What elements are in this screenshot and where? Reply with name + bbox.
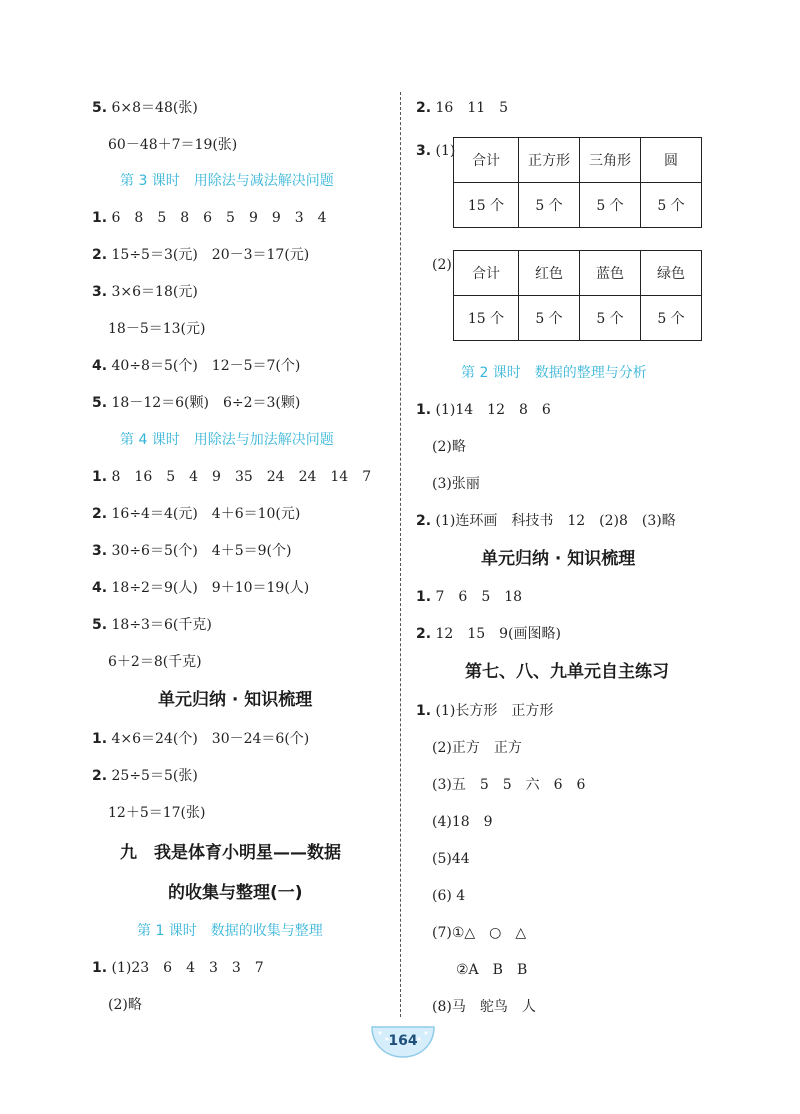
answer-line — [92, 504, 300, 524]
table-cell: 15 个 — [454, 296, 519, 341]
section-heading: 单元归纳 · 知识梳理 — [158, 690, 313, 710]
shape-count-table — [453, 137, 702, 228]
section-heading: 单元归纳 · 知识梳理 — [481, 549, 636, 569]
answer-line: (3)五 5 5 六 6 6 — [432, 777, 586, 793]
item-number: 1. — [416, 589, 432, 605]
answer-text: 15÷5＝3(元) 20－3＝17(元) — [107, 247, 310, 263]
item-number: 1. — [92, 731, 108, 747]
item-number: 1. — [416, 402, 432, 418]
table-cell: 5 个 — [641, 296, 702, 341]
answer-line: (4)18 9 — [432, 814, 493, 830]
answer-line: 60－48＋7＝19(张) — [108, 137, 238, 153]
table-cell: 蓝色 — [580, 251, 641, 296]
table-header-row — [454, 138, 702, 183]
answer-line — [416, 587, 522, 607]
answer-line — [416, 701, 553, 721]
answer-line — [92, 282, 198, 302]
answer-line — [92, 766, 198, 786]
answer-line — [92, 578, 309, 598]
table-cell: 三角形 — [580, 138, 641, 183]
item-number: 3. — [92, 284, 108, 300]
table-cell: 合计 — [454, 138, 519, 183]
lesson-title: 第 3 课时 用除法与减法解决问题 — [120, 173, 334, 189]
answer-line — [92, 958, 264, 978]
item-number: 2. — [92, 247, 108, 263]
answer-text: 18÷2＝9(人) 9＋10＝19(人) — [107, 580, 310, 596]
answer-line: (6) 4 — [432, 888, 466, 904]
table-cell: 5 个 — [641, 183, 702, 228]
answer-line: (8)马 鸵鸟 人 — [432, 999, 536, 1015]
table-cell: 5 个 — [580, 183, 641, 228]
answer-text: 16 11 5 — [431, 100, 509, 116]
answer-line — [92, 393, 300, 413]
table-cell: 5 个 — [519, 296, 580, 341]
table-cell: 红色 — [519, 251, 580, 296]
answer-line — [416, 511, 676, 531]
answer-line — [92, 208, 327, 228]
item-number: 2. — [416, 513, 432, 529]
chapter-heading: 的收集与整理(一) — [168, 883, 303, 903]
answer-text: (1) — [431, 143, 456, 159]
answer-line: 18－5＝13(元) — [108, 321, 206, 337]
item-number: 5. — [92, 395, 108, 411]
lesson-title: 第 1 课时 数据的收集与整理 — [137, 923, 323, 939]
answer-text: 8 16 5 4 9 35 24 24 14 7 — [107, 469, 372, 485]
answer-line — [92, 467, 371, 487]
table-cell: 圆 — [641, 138, 702, 183]
answer-text: 16÷4＝4(元) 4＋6＝10(元) — [107, 506, 301, 522]
item-number: 2. — [416, 626, 432, 642]
answer-line — [416, 141, 455, 161]
answer-line: ②A B B — [456, 962, 528, 978]
item-number: 4. — [92, 580, 108, 596]
chapter-heading: 九 我是体育小明星——数据 — [120, 843, 341, 863]
item-number: 3. — [92, 543, 108, 559]
answer-line: 12＋5＝17(张) — [108, 805, 206, 821]
table-cell: 正方形 — [519, 138, 580, 183]
answer-text: 3×6＝18(元) — [107, 284, 198, 300]
table-row — [454, 183, 702, 228]
answer-text: 18－12＝6(颗) 6÷2＝3(颗) — [107, 395, 301, 411]
item-number: 3. — [416, 143, 432, 159]
answer-text: 40÷8＝5(个) 12－5＝7(个) — [107, 358, 301, 374]
item-number: 1. — [92, 960, 108, 976]
lesson-title: 第 4 课时 用除法与加法解决问题 — [120, 432, 334, 448]
answer-line: (2)略 — [432, 439, 466, 455]
answer-text: 7 6 5 18 — [431, 589, 523, 605]
answer-text: (1)连环画 科技书 12 (2)8 (3)略 — [431, 513, 676, 529]
page-number: 164 — [388, 1033, 418, 1049]
answer-text: 6×8＝48(张) — [107, 100, 198, 116]
answer-text: 4×6＝24(个) 30－24＝6(个) — [107, 731, 310, 747]
item-number: 1. — [92, 469, 108, 485]
answer-text: 30÷6＝5(个) 4＋5＝9(个) — [107, 543, 292, 559]
item-number: 5. — [92, 100, 108, 116]
item-number: 2. — [92, 506, 108, 522]
answer-line: (7)①△ ○ △ — [432, 925, 527, 941]
answer-text: (1)长方形 正方形 — [431, 703, 554, 719]
table-cell: 5 个 — [580, 296, 641, 341]
item-number: 5. — [92, 617, 108, 633]
answer-text: (1)23 6 4 3 3 7 — [107, 960, 264, 976]
answer-text: 18÷3＝6(千克) — [107, 617, 212, 633]
item-number: 1. — [92, 210, 108, 226]
item-number: 4. — [92, 358, 108, 374]
answer-line: (3)张丽 — [432, 476, 480, 492]
table-cell: 合计 — [454, 251, 519, 296]
answer-line: (2)正方 正方 — [432, 740, 522, 756]
answer-line: (5)44 — [432, 851, 470, 867]
answer-line — [92, 356, 300, 376]
answer-line — [92, 541, 291, 561]
item-number: 1. — [416, 703, 432, 719]
table-cell: 5 个 — [519, 183, 580, 228]
answer-text: (1)14 12 8 6 — [431, 402, 551, 418]
lesson-title: 第 2 课时 数据的整理与分析 — [461, 365, 647, 381]
table-row — [454, 296, 702, 341]
answer-line — [416, 98, 508, 118]
answer-line — [416, 400, 551, 420]
column-divider — [400, 92, 401, 1017]
answer-line — [416, 624, 561, 644]
answer-line: 6＋2＝8(千克) — [108, 654, 202, 670]
answer-line — [92, 615, 212, 635]
answer-text: 6 8 5 8 6 5 9 9 3 4 — [107, 210, 327, 226]
answer-line — [92, 729, 309, 749]
answer-line — [92, 98, 198, 118]
answer-text: 12 15 9(画图略) — [431, 626, 561, 642]
answer-line: (2) — [432, 257, 452, 273]
table-header-row — [454, 251, 702, 296]
answer-line — [92, 245, 309, 265]
table-cell: 15 个 — [454, 183, 519, 228]
table-cell: 绿色 — [641, 251, 702, 296]
item-number: 2. — [92, 768, 108, 784]
section-heading: 第七、八、九单元自主练习 — [465, 662, 669, 682]
item-number: 2. — [416, 100, 432, 116]
answer-line: (2)略 — [108, 997, 142, 1013]
color-count-table — [453, 250, 702, 341]
answer-text: 25÷5＝5(张) — [107, 768, 198, 784]
